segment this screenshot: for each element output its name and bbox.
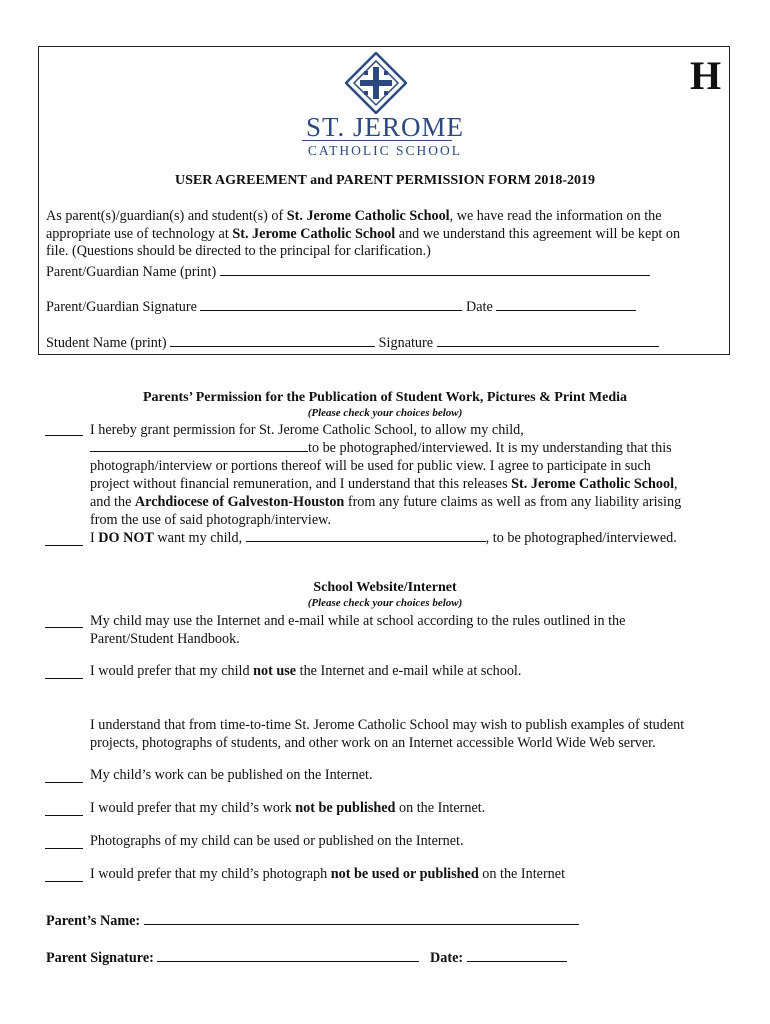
parent-date-field[interactable] (496, 298, 636, 311)
web-section-title: School Website/Internet (313, 580, 457, 595)
web-use-text: My child may use the Internet and e-mail while at school according to the rules outlined in the Parent/Student Handbook. (90, 613, 626, 647)
school-crest-logo (345, 52, 407, 114)
media-section-title: Parents’ Permission for the Publication of Student Work, Pictures & Print Media (142, 390, 627, 405)
parent-name-row: Parent/Guardian Name (print) (46, 263, 650, 282)
parent-signature-field[interactable] (200, 298, 462, 311)
parent-signature-row: Parent/Guardian Signature Date (46, 298, 636, 317)
media-deny-checkbox[interactable] (45, 544, 83, 546)
web-understand-text: I understand that from time-to-time St. Jerome Catholic School may wish to publish examples of student projects, photographs of students, and other work on an Internet accessible World Wide Web server. (90, 717, 685, 751)
photo-nopublish-text: I would prefer that my child’s photograph not be used or published on the Internet (90, 866, 566, 882)
footer-signature-row: Parent Signature: Date: (46, 949, 567, 968)
media-grant-checkbox[interactable] (45, 434, 83, 436)
media-grant-text: I hereby grant permission for St. Jerome Catholic School, to allow my child, to be photographed/interviewed. It is my understanding that this photograph/interview or portions thereof will be used for public view. I agree to participate in such project without financial remuneration, and I understand that this releases St. Jerome Catholic School, and the Archdiocese of Galveston-Houston from any future claims as well as from any liability arising from the use of said photograph/interview. (90, 422, 682, 528)
web-nouse-text: I would prefer that my child not use the Internet and e-mail while at school. (90, 663, 522, 679)
footer-date-field[interactable] (467, 949, 567, 962)
student-signature-field[interactable] (437, 334, 659, 347)
student-row: Student Name (print) Signature (46, 334, 659, 353)
footer-parent-name-field[interactable] (144, 912, 579, 925)
parent-name-field[interactable] (220, 263, 650, 276)
photo-publish-text: Photographs of my child can be used or published on the Internet. (90, 833, 464, 849)
child-name-deny-field[interactable] (246, 529, 486, 542)
media-deny-text: I DO NOT want my child, , to be photographed/interviewed. (90, 530, 677, 546)
tab-letter: H (690, 53, 722, 98)
work-nopublish-text: I would prefer that my child’s work not be published on the Internet. (90, 800, 486, 816)
footer-parent-name-row: Parent’s Name: (46, 912, 579, 931)
child-name-field[interactable] (90, 439, 308, 452)
media-section-subtitle: (Please check your choices below) (307, 407, 463, 419)
footer-parent-signature-field[interactable] (157, 949, 419, 962)
photo-nopublish-checkbox[interactable] (45, 880, 83, 882)
form-title: USER AGREEMENT and PARENT PERMISSION FORM 2018-2019 (174, 173, 596, 188)
student-name-field[interactable] (170, 334, 375, 347)
school-subtitle: CATHOLIC SCHOOL (307, 143, 463, 158)
logo-divider (302, 140, 452, 141)
agreement-intro: As parent(s)/guardian(s) and student(s) of St. Jerome Catholic School, we have read the information on the appropriate use of technology at St. Jerome Catholic School and we understand this agreement will be kept on file. (Questions should be directed to the principal for clarification.) (46, 208, 681, 259)
work-publish-checkbox[interactable] (45, 781, 83, 783)
work-publish-text: My child’s work can be published on the Internet. (90, 767, 373, 783)
photo-publish-checkbox[interactable] (45, 847, 83, 849)
work-nopublish-checkbox[interactable] (45, 814, 83, 816)
school-name: ST. JEROME (305, 112, 464, 142)
web-use-checkbox[interactable] (45, 626, 83, 628)
web-section-subtitle: (Please check your choices below) (307, 597, 463, 609)
web-nouse-checkbox[interactable] (45, 677, 83, 679)
